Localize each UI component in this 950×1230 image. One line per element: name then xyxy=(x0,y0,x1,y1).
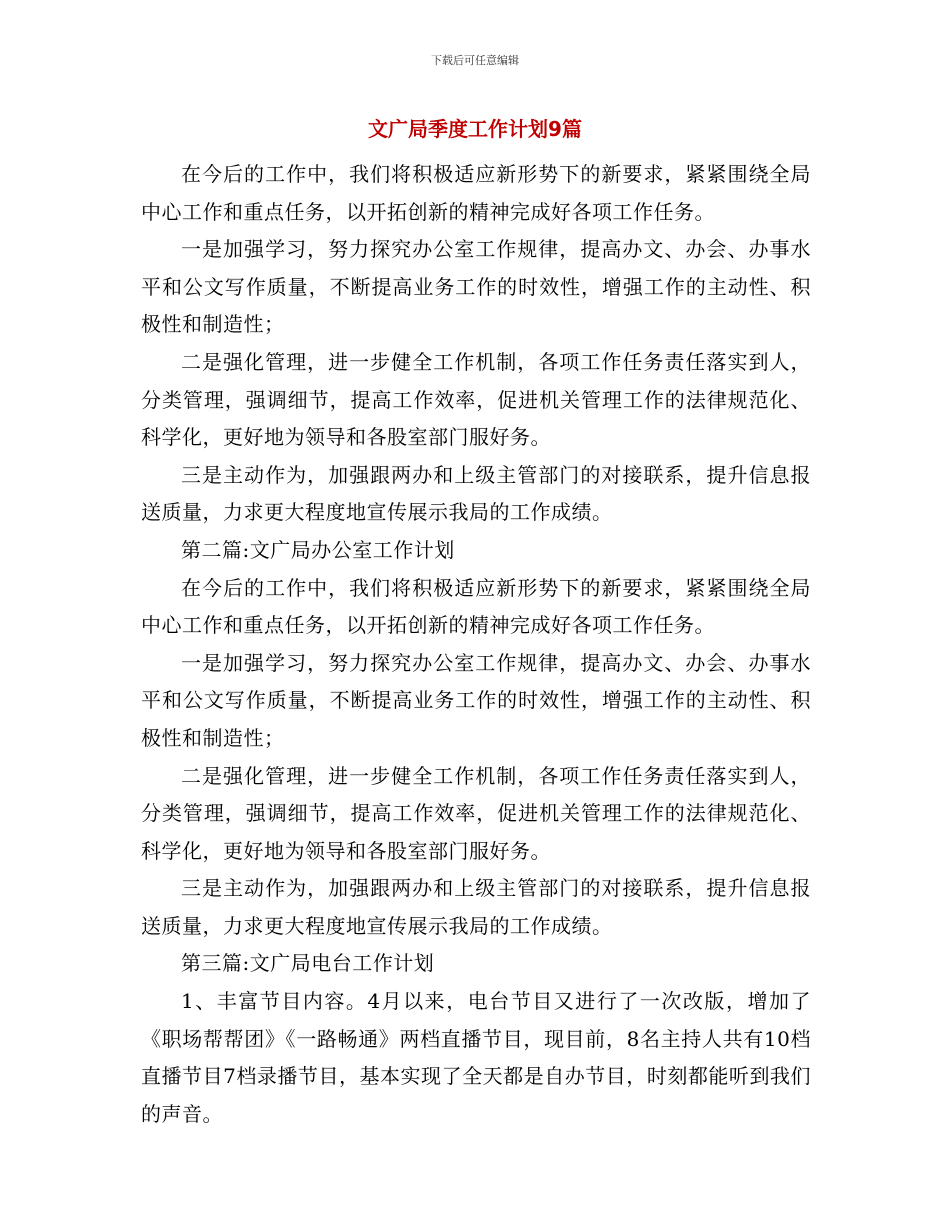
document-body xyxy=(141,156,811,1133)
paragraph-point-1: 一是加强学习，努力探究办公室工作规律，提高办文、办会、办事水平和公文写作质量，不断提高业务工作的时效性，增强工作的主动性、积极性和制造性； xyxy=(141,650,811,750)
document-title: 文广局季度工作计划9篇 xyxy=(368,117,582,141)
paragraph-intro: 在今后的工作中，我们将积极适应新形势下的新要求，紧紧围绕全局中心工作和重点任务，以开拓创新的精神完成好各项工作任务。 xyxy=(141,575,811,638)
section-heading: 第二篇:文广局办公室工作计划 xyxy=(181,537,455,562)
paragraph-point-2: 二是强化管理，进一步健全工作机制，各项工作任务责任落实到人，分类管理，强调细节，提高工作效率，促进机关管理工作的法律规范化、科学化，更好地为领导和各股室部门服好务。 xyxy=(141,349,811,450)
paragraph-point-2: 二是强化管理，进一步健全工作机制，各项工作任务责任落实到人，分类管理，强调细节，提高工作效率，促进机关管理工作的法律规范化、科学化，更好地为领导和各股室部门服好务。 xyxy=(141,763,811,863)
page-header: 下载后可任意编辑 xyxy=(431,54,519,67)
paragraph-intro: 在今后的工作中，我们将积极适应新形势下的新要求，紧紧围绕全局中心工作和重点任务，以开拓创新的精神完成好各项工作任务。 xyxy=(141,162,811,224)
paragraph-point-1: 一是加强学习，努力探究办公室工作规律，提高办文、办会、办事水平和公文写作质量，不断提高业务工作的时效性，增强工作的主动性、积极性和制造性； xyxy=(141,237,811,337)
paragraph-item: 1、丰富节目内容。4月以来，电台节目又进行了一次改版，增加了《职场帮帮团》《一路畅通》两档直播节目，现目前，8名主持人共有10档直播节目7档录播节目，基本实现了全天都是自办节目，时刻都能听到我们的声音。 xyxy=(141,989,811,1126)
paragraph-point-3: 三是主动作为，加强跟两办和上级主管部门的对接联系，提升信息报送质量，力求更大程度地宣传展示我局的工作成绩。 xyxy=(141,876,811,938)
paragraph-point-3: 三是主动作为，加强跟两办和上级主管部门的对接联系，提升信息报送质量，力求更大程度地宣传展示我局的工作成绩。 xyxy=(141,462,811,525)
section-heading: 第三篇:文广局电台工作计划 xyxy=(181,951,435,976)
